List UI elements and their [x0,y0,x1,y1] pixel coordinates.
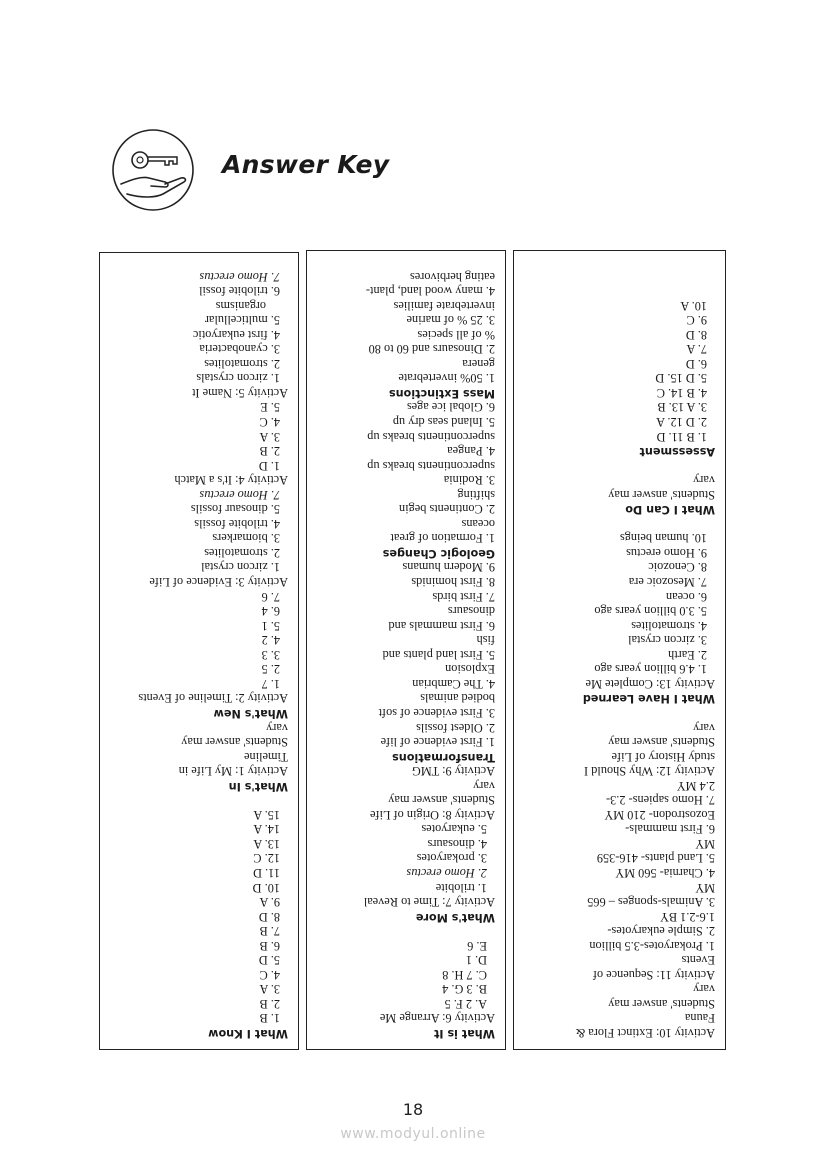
answer-line: 3. First evidence of soft [378,705,495,720]
answer-line: genera [462,356,495,371]
answer-line [317,924,495,939]
answer-line: Activity 4: It's a Match [174,473,288,488]
answer-line: 7. First birds [432,589,495,604]
answer-line: 5. 3.0 billion years ago [594,604,707,619]
answer-line: 3. prokaryotes [416,851,487,866]
answer-line: E. 6 [467,938,487,953]
answer-line: 5. D 15. D [655,371,707,386]
answer-line: 6. Global ice ages [406,400,495,415]
answer-line: 1. Formation of great [390,531,495,546]
answer-line: Timeline [244,749,288,764]
answer-line: 5. D [258,953,280,968]
section-heading: Transformations [392,750,495,764]
answer-line: vary [693,473,715,488]
answer-line: Activity 7: Time to Reveal [363,895,495,910]
answer-line: 9. Modern humans [402,560,495,575]
answer-line: 5. E [260,400,280,415]
answer-line: 8. Cenozoic [648,560,707,575]
answer-line: 12. C [253,851,280,866]
answer-line: MY [695,836,715,851]
answer-line: Activity 1: My Life in [178,764,288,779]
answer-line: 7. 6 [261,589,280,604]
answer-line: 4. B 14. C [656,385,707,400]
answer-line: 3. cyanobacteria [199,342,280,357]
answer-line: Activity 10: Extinct Flora & [575,1026,715,1040]
section-heading: Mass Extinctions [388,386,495,400]
answer-line: 6. First mammals and [388,618,495,633]
answer-line: 2. stromatolites [204,545,280,560]
answer-line: 1. 7 [261,676,280,691]
answer-line: 7. Mesozoic era [628,575,707,590]
answer-line: 2. stromatolites [204,356,280,371]
answer-line: 10. A [680,298,707,313]
answer-line: 2. Homo erectus [406,865,487,880]
answer-line: 6. 4 [261,604,280,619]
answer-line: vary [693,982,715,997]
page-title: Answer Key [222,150,390,179]
answer-line [110,793,288,808]
section-heading: What I Know [208,1027,288,1040]
answer-line: 7. Homo sapiens- 2.3- [606,793,715,808]
answer-line: 4. first eukaryotic [192,327,280,342]
answer-line: C. 7 H. 8 [442,967,487,982]
answer-line: 4. 2 [261,633,280,648]
answer-line: 3. 25 % of marine [406,313,495,328]
answer-line: 3. zircon crystal [628,633,707,648]
answer-line: bodied animals [420,691,495,706]
answer-line: 2. D 12. A [656,415,707,430]
answer-line: shifting [457,487,495,502]
answer-line: vary [473,778,495,793]
answer-line: 5. eukaryotes [421,822,487,837]
answer-line: 9. Homo erectus [626,545,707,560]
answer-line: 1. zircon crystal [201,560,280,575]
answer-line: Students' answer may [608,487,715,502]
answer-line: supercontinents breaks up [367,429,495,444]
answer-line: 13. A [253,836,280,851]
answer-line: 2. B [259,996,280,1011]
section-heading: Geologic Changes [382,546,495,560]
answer-line: Activity 8: Origin of Life [370,807,495,822]
answer-line: 5. 1 [261,618,280,633]
section-heading: What I Can Do [625,503,715,517]
answer-line: fish [476,633,495,648]
key-hand-icon [111,128,215,212]
answer-line: vary [266,720,288,735]
answer-line: 5. dinosaur fossils [190,502,280,517]
answer-line: 7. Homo erectus [199,269,280,284]
answer-line: 2. Continents begin [399,502,495,517]
answer-line: 3. Rodinia [443,473,495,488]
answer-line: 5. multicellular [204,313,280,328]
answer-line: 4. stromatolites [631,618,707,633]
answer-column-3 [513,250,726,1050]
answer-line: 2.4 MY [676,778,715,793]
answer-line: study History of Life [611,749,715,764]
answer-line: 6. ocean [666,589,707,604]
answer-line [524,516,715,531]
answer-line: 7. Homo erectus [199,487,280,502]
answer-line: 4. Pangea [447,444,495,459]
answer-line: 8. D [258,909,280,924]
answer-line: Activity 6: Arrange Me [379,1011,495,1026]
answer-line: 14. A [253,822,280,837]
answer-line: 6. D [685,356,707,371]
answer-line: 4. many wood land, plant- [365,284,495,299]
answer-line: Activity 9: TMG [411,764,495,779]
answer-line: 10. D [252,880,280,895]
answer-column-1 [99,252,299,1050]
answer-line: 1. D [258,458,280,473]
answer-line: Students' answer may [181,735,288,750]
answer-line: 4. C [259,415,280,430]
answer-line: Activity 11: Sequence of [592,967,715,982]
answer-line: Activity 5: Name It [192,385,288,400]
answer-line: 9. A [259,895,280,910]
section-heading: Assessment [639,445,715,459]
answer-line: 3. A [259,429,280,444]
answer-line: 4. The Cambrian [412,676,495,691]
answer-line: 1. 50% invertebrate [398,371,495,386]
answer-line: 4. C [259,967,280,982]
answer-line: 8. First hominids [411,575,495,590]
answer-line: vary [693,720,715,735]
answer-line: dinosaurs [447,604,495,619]
answer-line: 5. First land plants and [382,647,495,662]
answer-line: 1.6-2.1 BY [660,909,715,924]
section-heading: What's New [213,706,288,720]
answer-line: oceans [461,516,495,531]
answer-line: Students' answer may [608,996,715,1011]
answer-line: 2. Earth [668,647,707,662]
answer-column-2 [306,250,506,1050]
section-heading: What's In [228,779,288,793]
answer-line: 3. biomarkers [212,531,280,546]
answer-line: 4. Charnia- 560 MY [615,865,715,880]
answer-line: invertebrate families [393,298,495,313]
answer-line: 6. trilobite fossil [199,284,280,299]
answer-line: Activity 3: Evidence of Life [149,575,288,590]
answer-line: 9. C [686,313,707,328]
answer-line: 6. First mammals- [625,822,715,837]
section-heading: What is It [434,1027,495,1040]
answer-line: 2. 5 [261,662,280,677]
answer-line: Students' answer may [608,735,715,750]
answer-line: 3. A 13. B [657,400,707,415]
answer-line: 7. B [259,924,280,939]
answer-line: supercontinents breaks up [367,458,495,473]
answer-line: 4. trilobite fossils [194,516,280,531]
answer-line [524,458,715,473]
answer-line: organisms [215,298,266,313]
answer-line: B. 3 G. 4 [442,982,487,997]
answer-line: eating herbivores [409,269,495,284]
answer-line: 1. 4.6 billion years ago [594,662,707,677]
answer-line: 2. Dinosaurs and 60 to 80 [368,342,495,357]
answer-line: 5. Inland seas dry up [392,415,495,430]
answer-line: 4. dinosaurs [427,836,487,851]
answer-line: MY [695,880,715,895]
answer-line: 15. A [253,807,280,822]
answer-line: 11. D [253,865,280,880]
answer-line: 2. Simple eukaryotes- [607,924,715,939]
answer-line: 3. A [259,982,280,997]
answer-line: Activity 12: Why Should I [584,764,715,779]
page-number: 18 [402,1100,424,1119]
answer-line: % of all species [417,327,495,342]
answer-line: 3. Animals-sponges – 665 [587,895,715,910]
answer-line: Eozostrodon- 210 MY [604,807,715,822]
answer-line: 1. B 11. D [656,429,707,444]
answer-line: D. 1 [465,953,487,968]
answer-line [524,705,715,720]
answer-line: 1. B [259,1011,280,1026]
answer-line: Events [681,953,715,968]
answer-line: 6. B [259,938,280,953]
section-heading: What's More [415,910,495,924]
answer-line: Activity 13: Complete Me [585,676,715,691]
answer-line: 10. human beings [619,531,707,546]
answer-line: 2. B [259,444,280,459]
answer-line: Students' answer may [388,793,495,808]
answer-line: 7. A [686,342,707,357]
answer-line: Activity 2: Timeline of Events [138,691,288,706]
answer-line: Fauna [684,1011,715,1026]
section-heading: What I Have Learned [582,692,715,706]
answer-line: 8. D [685,327,707,342]
answer-line: Explosion [445,662,495,677]
answer-line: A. 2 F. 5 [444,996,487,1011]
watermark: www.modyul.online [340,1126,486,1142]
answer-line: 1. trilobite [435,880,487,895]
answer-line: 5. Land plants- 416-359 [596,851,715,866]
answer-line: 2. Oldest fossils [416,720,495,735]
answer-line: 3. 3 [261,647,280,662]
answer-line: 1. First evidence of life [380,735,495,750]
answer-line: 1. zircon crystals [196,371,280,386]
answer-line: 1. Prokaryotes-3.5 billion [589,938,715,953]
